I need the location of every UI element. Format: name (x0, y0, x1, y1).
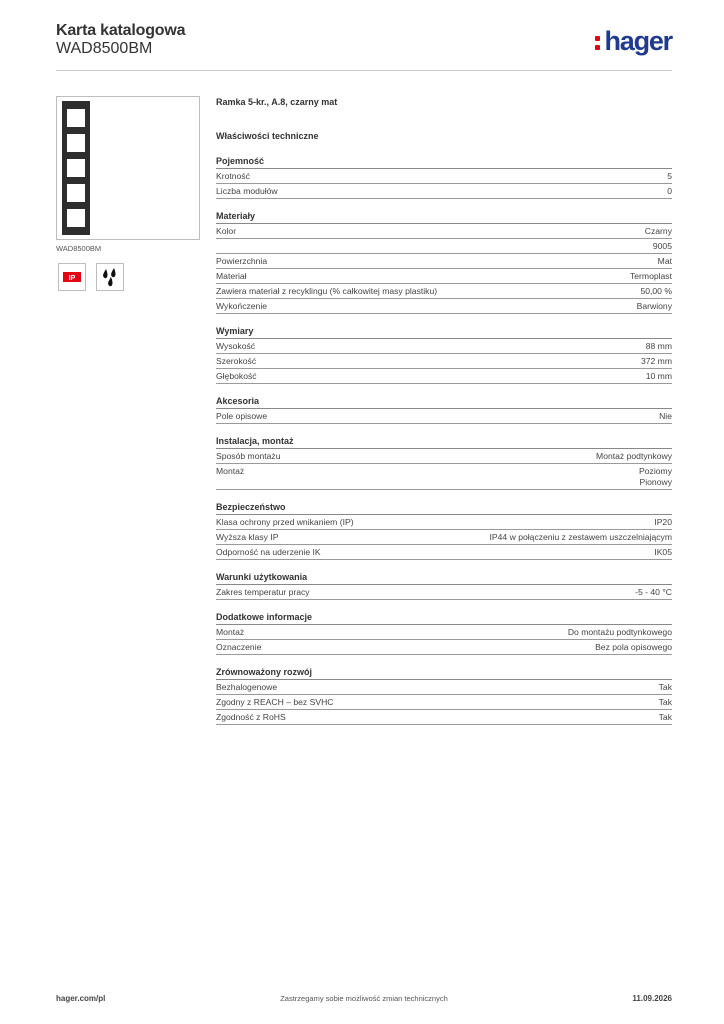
product-image (56, 96, 200, 240)
spec-value-line: 9005 (652, 241, 672, 251)
spec-row (216, 254, 672, 269)
spec-sections (216, 154, 672, 725)
footer-website: hager.com/pl (56, 994, 106, 1003)
spec-row (216, 710, 672, 725)
spec-label: Klasa ochrony przed wnikaniem (IP) (216, 517, 354, 527)
spec-label: Zgodny z REACH – bez SVHC (216, 697, 334, 707)
spec-row (216, 585, 672, 600)
spec-section (216, 665, 672, 725)
spec-label: Wyższa klasy IP (216, 532, 279, 542)
spec-label: Krotność (216, 171, 250, 181)
spec-row (216, 409, 672, 424)
spec-row (216, 625, 672, 640)
spec-value-line: 0 (667, 186, 672, 196)
spec-section (216, 154, 672, 199)
spec-section (216, 209, 672, 314)
spec-value (646, 371, 672, 382)
spec-value (659, 411, 672, 422)
spec-label: Wysokość (216, 341, 256, 351)
spec-row (216, 545, 672, 560)
spec-value (490, 532, 672, 543)
spec-value-line: Tak (658, 712, 672, 722)
spec-label: Montaż (216, 466, 245, 476)
spec-section (216, 500, 672, 560)
ip-icon-text: IP (68, 275, 76, 282)
spec-value (654, 547, 672, 558)
spec-value (659, 682, 672, 693)
section-title: Zrównoważony rozwój (216, 665, 672, 680)
ip-rating-icon (58, 263, 86, 291)
spec-row (216, 224, 672, 239)
section-title: Materiały (216, 209, 672, 224)
spec-label: Zgodność z RoHS (216, 712, 286, 722)
spec-row (216, 680, 672, 695)
spec-value (639, 466, 672, 488)
section-title: Warunki użytkowania (216, 570, 672, 585)
footer-disclaimer: Zastrzegamy sobie możliwość zmian technicznych (280, 994, 448, 1003)
section-title: Pojemność (216, 154, 672, 169)
spec-label: Wykończenie (216, 301, 268, 311)
spec-value-line: Tak (658, 697, 672, 707)
spec-value-line: Do montażu podtynkowego (567, 627, 672, 637)
spec-value-line: 5 (667, 171, 672, 181)
section-title: Akcesoria (216, 394, 672, 409)
spec-value-line: Poziomy (639, 466, 672, 476)
spec-label: Pole opisowe (216, 411, 268, 421)
spec-label: Odporność na uderzenie IK (216, 547, 321, 557)
spec-row (216, 695, 672, 710)
spec-row (216, 530, 672, 545)
spec-value (658, 256, 672, 267)
spec-value (595, 642, 672, 653)
hager-logo (595, 26, 672, 57)
spec-value-line: Tak (658, 682, 672, 692)
spec-section (216, 570, 672, 600)
product-name: Ramka 5-kr., A.8, czarny mat (216, 97, 338, 107)
document-title: Karta katalogowa (56, 22, 186, 39)
spec-value-line: Termoplast (629, 271, 672, 281)
spec-row (216, 269, 672, 284)
spec-value-line: Bez pola opisowego (595, 642, 672, 652)
section-title: Dodatkowe informacje (216, 610, 672, 625)
spec-value (659, 712, 672, 723)
spec-row (216, 464, 672, 490)
spec-section (216, 324, 672, 384)
spec-label: Montaż (216, 627, 245, 637)
spec-value (667, 186, 672, 197)
spec-row (216, 449, 672, 464)
spec-label: Oznaczenie (216, 642, 262, 652)
spec-value-line: 50,00 % (640, 286, 672, 296)
spec-section (216, 434, 672, 490)
spec-label: Liczba modułów (216, 186, 278, 196)
spec-value (630, 271, 672, 282)
spec-label: Materiał (216, 271, 247, 281)
spec-value-line: IP44 w połączeniu z zestawem uszczelniającym (489, 532, 672, 542)
spec-row (216, 354, 672, 369)
spec-row (216, 640, 672, 655)
spec-value (641, 356, 672, 367)
spec-label: Bezhalogenowe (216, 682, 278, 692)
spec-label: Sposób montażu (216, 451, 281, 461)
spec-value (645, 226, 672, 237)
spec-value (653, 241, 672, 252)
image-caption: WAD8500BM (56, 244, 102, 253)
spec-value-line: Pionowy (639, 477, 672, 487)
product-code: WAD8500BM (56, 40, 153, 57)
spec-value-line: 88 mm (645, 341, 672, 351)
footer-date: 11.09.2026 (632, 994, 672, 1003)
section-title: Instalacja, montaż (216, 434, 672, 449)
section-title: Bezpieczeństwo (216, 500, 672, 515)
page-header (56, 20, 672, 71)
spec-label: Zawiera materiał z recyklingu (% całkowitej masy plastiku) (216, 286, 438, 296)
spec-section (216, 610, 672, 655)
water-drops-icon (96, 263, 124, 291)
spec-value-line: IK05 (654, 547, 672, 557)
spec-value (640, 286, 672, 297)
technical-properties-title: Właściwości techniczne (216, 131, 319, 141)
frame-graphic (62, 101, 90, 235)
spec-value (654, 517, 672, 528)
logo-dots-icon (595, 32, 601, 52)
spec-label: Głębokość (216, 371, 257, 381)
spec-row (216, 299, 672, 314)
spec-row (216, 515, 672, 530)
spec-row (216, 339, 672, 354)
spec-value-line: Czarny (644, 226, 672, 236)
spec-value (667, 171, 672, 182)
spec-row (216, 369, 672, 384)
spec-label: Zakres temperatur pracy (216, 587, 310, 597)
spec-label: Powierzchnia (216, 256, 268, 266)
spec-value (637, 301, 672, 312)
spec-label: Szerokość (216, 356, 257, 366)
spec-value (568, 627, 672, 638)
spec-content (216, 94, 672, 725)
spec-value-line: Mat (657, 256, 672, 266)
logo-text: hager (604, 26, 672, 56)
spec-row (216, 239, 672, 254)
spec-value-line: 372 mm (640, 356, 672, 366)
spec-value-line: Nie (659, 411, 672, 421)
spec-value (646, 341, 672, 352)
spec-value (635, 587, 672, 598)
spec-row (216, 284, 672, 299)
spec-value-line: -5 - 40 °C (635, 587, 672, 597)
spec-row (216, 169, 672, 184)
spec-row (216, 184, 672, 199)
spec-value-line: 10 mm (645, 371, 672, 381)
section-title: Wymiary (216, 324, 672, 339)
spec-value (596, 451, 672, 462)
spec-value (659, 697, 672, 708)
spec-value-line: Montaż podtynkowy (596, 451, 672, 461)
spec-section (216, 394, 672, 424)
spec-value-line: Barwiony (636, 301, 672, 311)
spec-label: Kolor (216, 226, 237, 236)
spec-value-line: IP20 (654, 517, 672, 527)
